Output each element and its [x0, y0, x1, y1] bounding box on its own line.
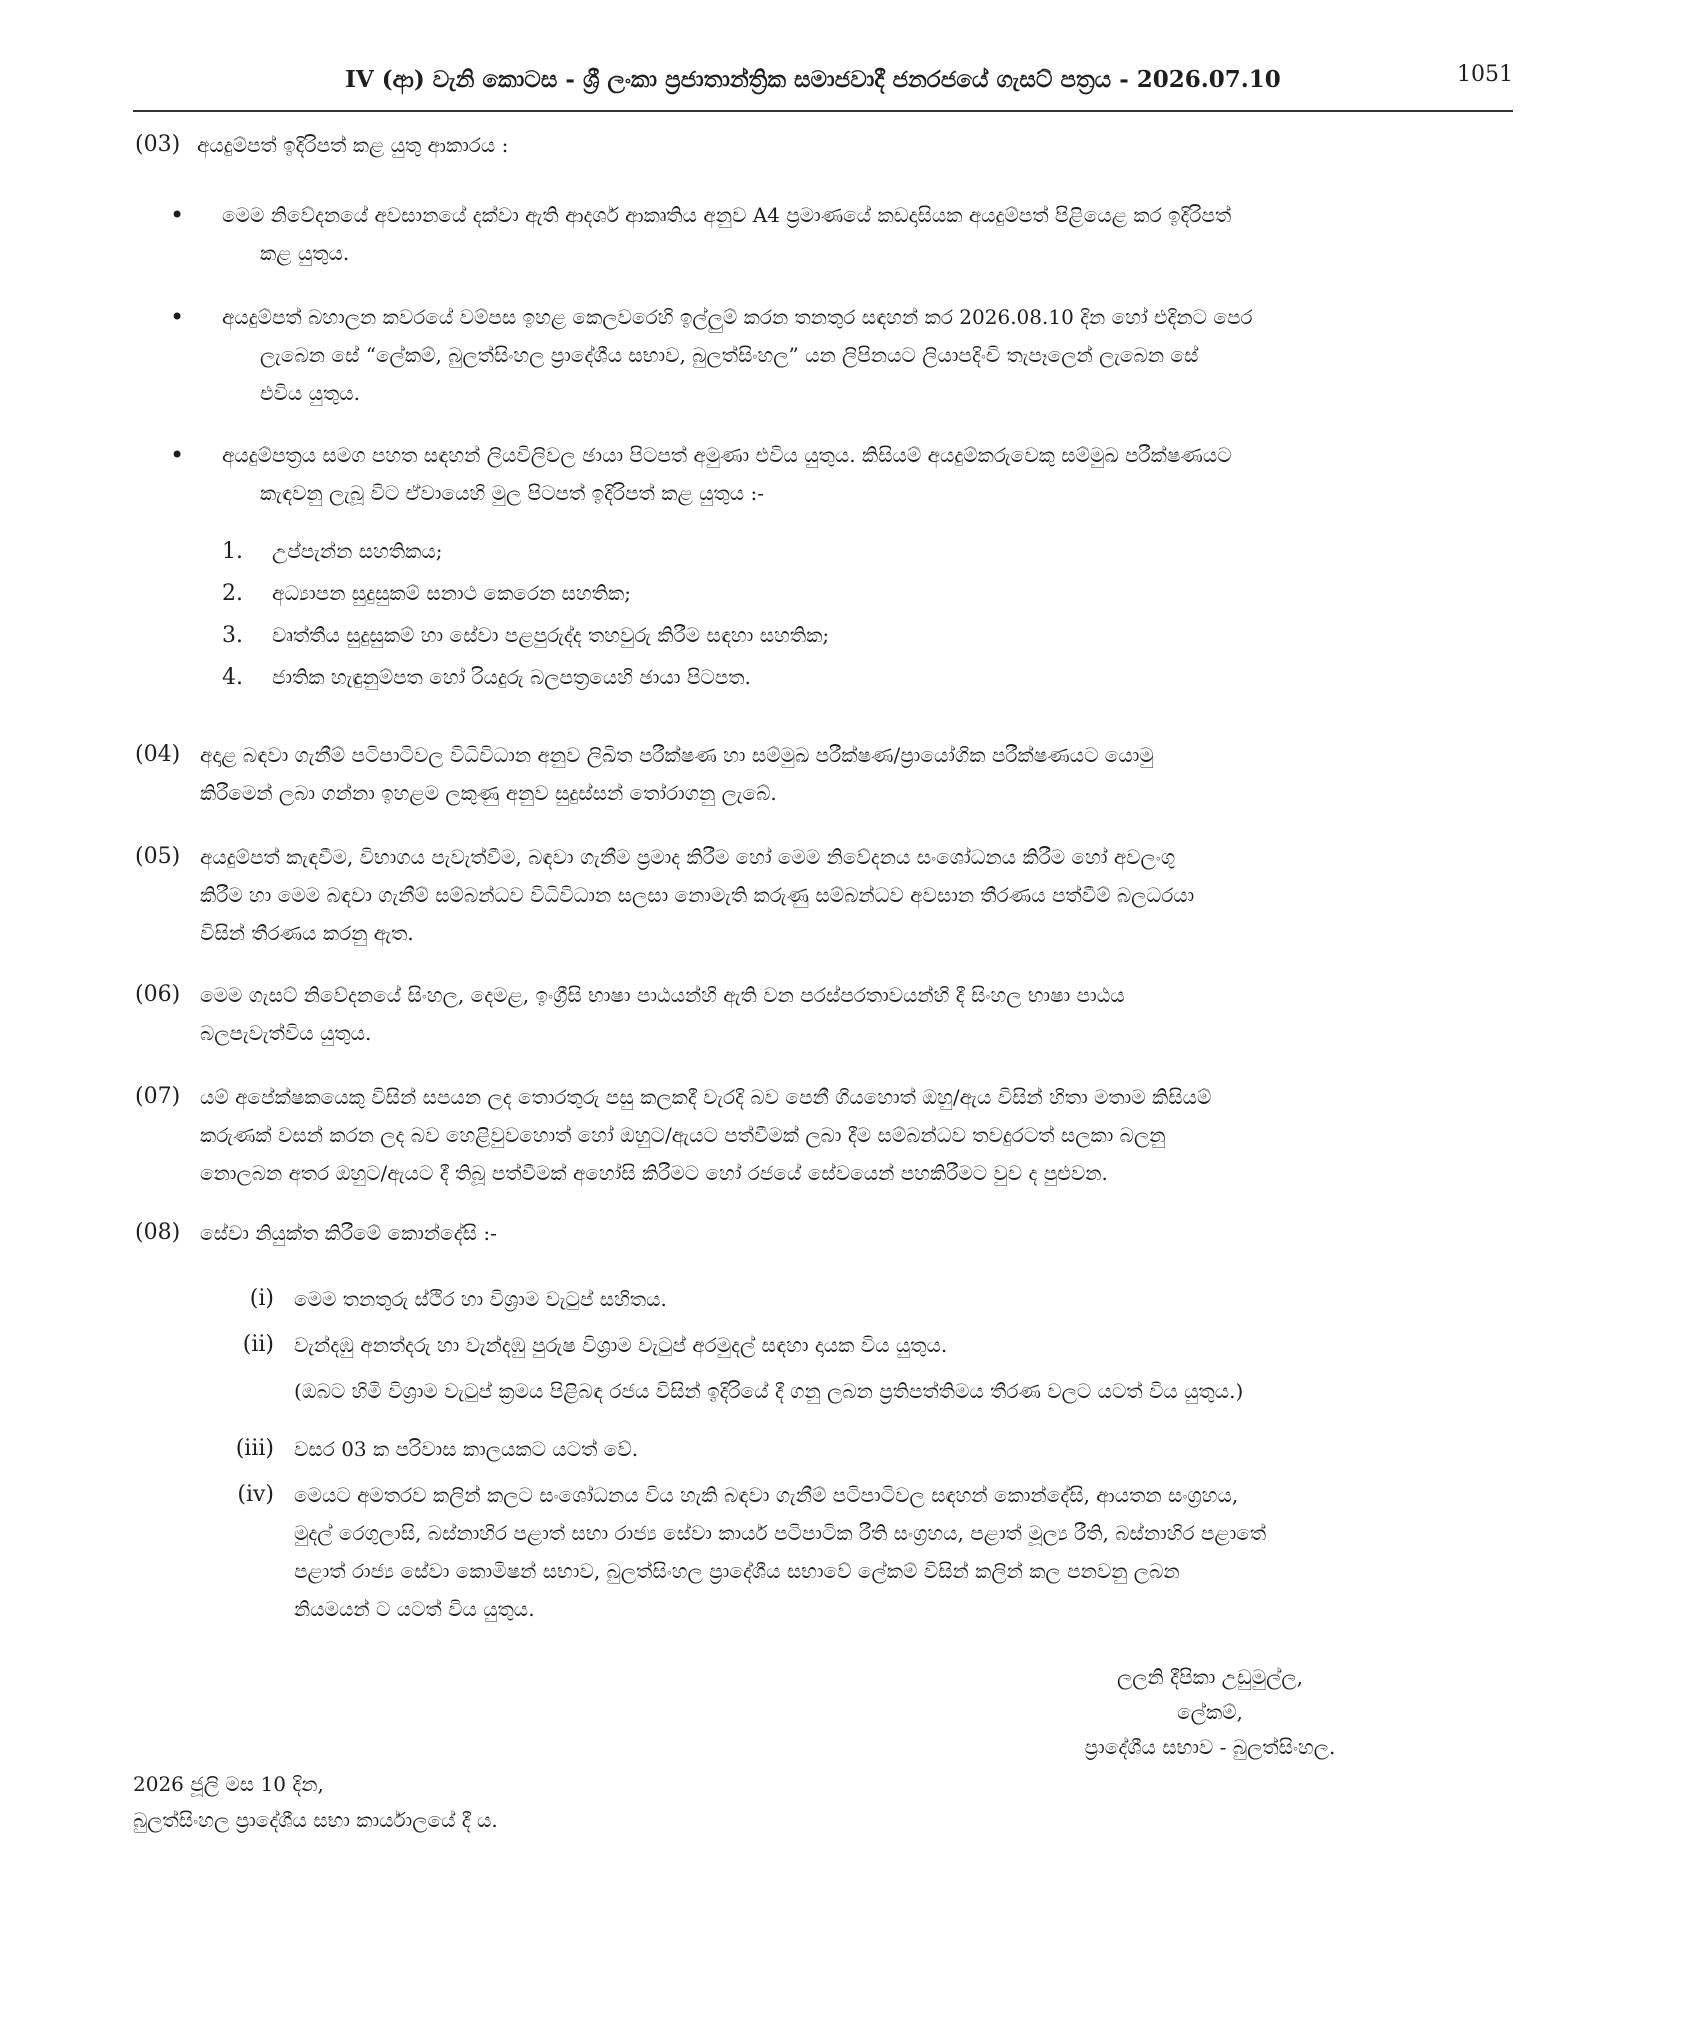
list-item: [222, 532, 1122, 571]
condition-text: මෙම තනතුරු ස්ථිර හා විශ්‍රාම වැටුප් සහිතය.: [294, 1287, 667, 1311]
page-number: 1051: [1457, 62, 1513, 87]
bullet-paragraph: [222, 436, 1512, 512]
list-number: 3.: [222, 623, 243, 648]
condition-note: (ඔබට හිමි විශ්‍රාම වැටුප් ක්‍රමය පිළිබඳ රජය විසින් ඉදිරියේ දී ගනු ලබන ප්‍රතිපත්තිමය තීරණ වලට යටත් විය යුතුය.): [294, 1379, 1244, 1403]
roman-numeral: (ii): [242, 1332, 274, 1357]
section-paragraph: [200, 1078, 1515, 1192]
issue-place: බුලත්සිංහල ප්‍රාදේශීය සභා කාර්යාලයේ දී ය.: [133, 1808, 498, 1832]
signatory-office: ප්‍රාදේශීය සභාව - බුලත්සිංහල.: [1084, 1735, 1336, 1759]
section-title: අයදුම්පත් ඉදිරිපත් කළ යුතු ආකාරය :: [197, 133, 509, 157]
paragraph-line: යම් අපේක්ෂකයෙකු විසින් සපයන ලද තොරතුරු පසු කලකදී වැරදි බව පෙනී ගියහොත් ඔහු/ඇය විසින් හිතා මතාම කිසියම්: [200, 1085, 1212, 1109]
bullet-line: ලැබෙන සේ “ලේකම්, බුලත්සිංහල ප්‍රාදේශීය සභාව, බුලත්සිංහල” යන ලිපිනයට ලියාපදිංචි තැපෑලෙන් ලැබෙන සේ: [260, 343, 1199, 367]
paragraph-line: බලපැවැත්විය යුතුය.: [200, 1021, 372, 1045]
list-item: [222, 574, 1122, 613]
section-paragraph: [200, 736, 1515, 812]
roman-numeral: (iv): [237, 1482, 274, 1507]
paragraph-line: නොලබන අතර ඔහුට/ඇයට දී තිබූ පත්වීමක් අහෝසි කිරීමට හෝ රජයේ සේවයෙන් පහකිරීමට වුව ද පුළුවන.: [200, 1161, 1108, 1185]
section-number: (03): [135, 132, 181, 157]
paragraph-line: අදාළ බඳවා ගැනීම් පටිපාටිවල විධිවිධාන අනුව ලිඛිත පරීක්ෂණ හා සම්මුඛ පරීක්ෂණ/ප්‍රායෝගික පරීක්ෂණයට යොමු: [200, 743, 1154, 767]
list-text: ජාතික හැඳුනුම්පත හෝ රියදුරු බලපත්‍රයෙහි ඡායා පිටපත.: [272, 665, 751, 689]
header-title: IV (ආ) වැනි කොටස - ශ්‍රී ලංකා ප්‍රජාතාන්ත්‍රික සමාජවාදී ජනරජයේ ගැසට් පත්‍රය - 2026.07.10: [345, 66, 1281, 93]
list-number: 4.: [222, 665, 243, 690]
issue-date: 2026 ජූලි මස 10 දින,: [133, 1772, 324, 1796]
paragraph-line: කිරීමෙන් ලබා ගන්නා ඉහළම ලකුණු අනුව සුදුස්සන් තෝරාගනු ලැබේ.: [200, 781, 777, 805]
bullet-icon: •: [170, 201, 185, 229]
section-number: (05): [135, 844, 181, 869]
bullet-icon: •: [170, 441, 185, 469]
condition-line: නියමයන් ට යටත් විය යුතුය.: [294, 1597, 535, 1621]
section-paragraph: [200, 838, 1515, 952]
bullet-line: අයදුම්පත්‍රය සමග පහත සඳහන් ලියවිලිවල ඡායා පිටපත් අමුණා එවිය යුතුය. කිසියම් අයදුම්කරුවෙකු සම්මුඛ පරීක්ෂණයට: [222, 443, 1232, 467]
condition-text: [294, 1326, 1512, 1410]
bullet-paragraph: [222, 298, 1512, 412]
condition-line: මෙයට අමතරව කලින් කලට සංශෝධනය විය හැකි බඳවා ගැනීම් පටිපාටිවල සඳහන් කොන්දේසි, ආයතන සංග්‍රහය,: [294, 1483, 1239, 1507]
bullet-line: අයදුම්පත් බහාලන කවරයේ වම්පස ඉහළ කෙලවරෙහි ඉල්ලුම් කරන තනතුර සඳහන් කර 2026.08.10 දින හෝ එදිනට පෙර: [222, 305, 1253, 329]
condition-line: වැන්දඹු අනත්දරු හා වැන්දඹු පුරුෂ විශ්‍රාම වැටුප් අරමුදල් සඳහා දායක විය යුතුය.: [294, 1333, 948, 1357]
condition-text: [294, 1476, 1512, 1628]
signature-block: [1040, 1660, 1380, 1765]
condition-line: පළාත් රාජ්‍ය සේවා කොමිෂන් සභාව, බුලත්සිංහල ප්‍රාදේශීය සභාවේ ලේකම් විසින් කලින් කල පනවනු ලබන: [294, 1559, 1180, 1583]
paragraph-line: අයදුම්පත් කැඳවීම, විභාගය පැවැත්වීම, බඳවා ගැනීම ප්‍රමාද කිරීම හෝ මෙම නිවේදනය සංශෝධනය කිරීම හෝ අවලංගු: [200, 845, 1176, 869]
section-number: (08): [135, 1220, 181, 1245]
page-header: [133, 58, 1513, 112]
paragraph-line: කරුණක් වසන් කරන ලද බව හෙළිවුවහොත් හෝ ඔහුට/ඇයට පත්වීමක් ලබා දීම සම්බන්ධව තවදුරටත් සලකා බලනු: [200, 1123, 1166, 1147]
list-text: වෘත්තීය සුදුසුකම් හා සේවා පළපුරුද්ද තහවුරු කිරීම සඳහා සහතික;: [272, 623, 830, 647]
condition-text: වසර 03 ක පරිවාස කාලයකට යටත් වේ.: [294, 1437, 639, 1461]
list-item: [222, 658, 1122, 697]
bullet-line: කළ යුතුය.: [260, 241, 350, 265]
section-number: (07): [135, 1084, 181, 1109]
bullet-line: එවිය යුතුය.: [260, 381, 361, 405]
signatory-name: ලලනි දීපිකා උඩුමුල්ල,: [1116, 1665, 1304, 1689]
paragraph-line: කිරීම හා මෙම බඳවා ගැනීම් සම්බන්ධව විධිවිධාන සලසා නොමැති කරුණු සම්බන්ධව අවසාන තීරණය පත්වීම් බලධරයා: [200, 883, 1195, 907]
section-number: (04): [135, 742, 181, 767]
bullet-line: මෙම නිවේදනයේ අවසානයේ දක්වා ඇති ආදර්ශ ආකෘතිය අනුව A4 ප්‍රමාණයේ කඩදාසියක අයදුම්පත් පිළියෙළ කර ඉදිරිපත්: [222, 203, 1232, 227]
issue-date-place: [133, 1766, 498, 1838]
list-number: 2.: [222, 581, 243, 606]
list-text: අධ්‍යාපන සුදුසුකම් සනාථ කෙරෙන සහතික;: [272, 581, 632, 605]
roman-numeral: (i): [249, 1286, 274, 1311]
condition-line: මුදල් රෙගුලාසි, බස්නාහිර පළාත් සභා රාජ්‍ය සේවා කාර්ය පටිපාටික රීති සංග්‍රහය, පළාත් මූල්‍ය රීති, බස්නාහිර පළාතේ: [294, 1521, 1267, 1545]
paragraph-line: විසින් තීරණය කරනු ඇත.: [200, 921, 414, 945]
bullet-line: කැඳවනු ලැබූ විට ඒවායෙහි මුල පිටපත් ඉදිරිපත් කළ යුතුය :-: [260, 481, 764, 505]
section-number: (06): [135, 982, 181, 1007]
list-text: උප්පැන්න සහතිකය;: [272, 539, 443, 563]
section-title: සේවා නියුක්ත කිරීමේ කොන්දේසි :-: [200, 1221, 497, 1245]
list-item: [222, 616, 1122, 655]
list-number: 1.: [222, 539, 243, 564]
paragraph-line: මෙම ගැසට් නිවේදනයේ සිංහල, දෙමළ, ඉංග්‍රීසි භාෂා පාඨයන්හි ඇති වන පරස්පරතාවයන්හි දී සිංහල භාෂා පාඨය: [200, 983, 1125, 1007]
roman-numeral: (iii): [235, 1436, 274, 1461]
bullet-paragraph: [222, 196, 1512, 272]
section-paragraph: [200, 976, 1515, 1052]
bullet-icon: •: [170, 303, 185, 331]
signatory-role: ලේකම්,: [1177, 1700, 1243, 1724]
